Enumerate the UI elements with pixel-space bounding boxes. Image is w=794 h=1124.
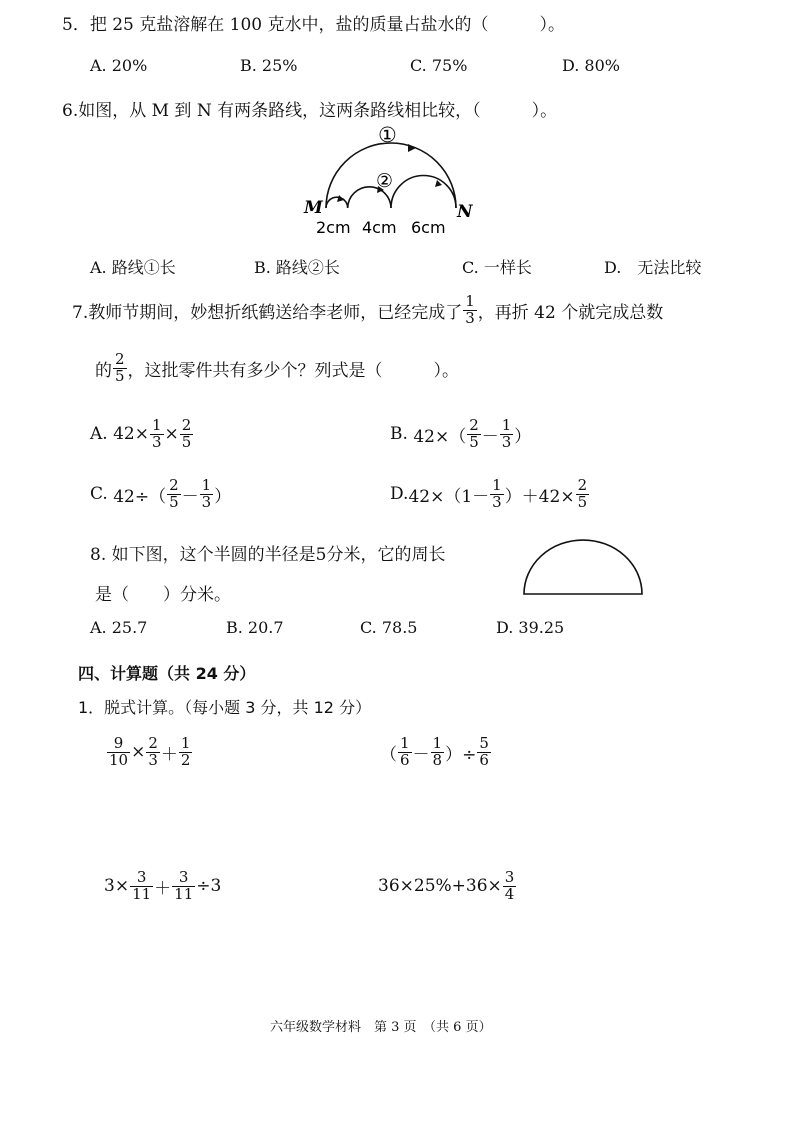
fraction-denominator: 10 bbox=[109, 750, 129, 769]
fraction-denominator: 3 bbox=[201, 492, 212, 511]
operator: － bbox=[412, 744, 430, 765]
q7-stem-text-4: ，这批零件共有多少个？列式是（ ）。 bbox=[127, 360, 460, 381]
fraction-denominator: 3 bbox=[501, 432, 512, 451]
fraction-denominator: 5 bbox=[115, 366, 125, 385]
fraction bbox=[172, 870, 195, 903]
q6-option-c: C. 一样长 bbox=[462, 258, 532, 277]
segment-label-2cm: 2cm bbox=[316, 218, 351, 237]
route-1-label: ① bbox=[378, 123, 397, 147]
fraction-numerator: 3 bbox=[504, 868, 515, 886]
fraction bbox=[130, 870, 153, 903]
option-label: A. bbox=[90, 424, 108, 445]
segment-label-4cm: 4cm bbox=[362, 218, 397, 237]
fraction-numerator: 5 bbox=[479, 734, 489, 752]
calc-expression-3 bbox=[104, 870, 221, 903]
fraction-denominator: 6 bbox=[479, 750, 489, 769]
fraction-numerator: 2 bbox=[169, 476, 179, 494]
fraction-numerator: 3 bbox=[178, 868, 189, 886]
q5-option-d: D. 80% bbox=[562, 56, 620, 75]
fraction-denominator: 11 bbox=[132, 884, 152, 903]
option-text: 42×（1－ bbox=[408, 486, 490, 507]
fraction-denominator: 11 bbox=[174, 884, 194, 903]
q6-option-d: D. 无法比较 bbox=[604, 258, 702, 277]
q8-option-d: D. 39.25 bbox=[496, 618, 565, 637]
fraction-numerator: 1 bbox=[400, 734, 410, 752]
operator: ）÷ bbox=[445, 744, 477, 765]
q6-option-a: A. 路线①长 bbox=[90, 258, 176, 277]
option-text: 42× bbox=[113, 424, 149, 445]
segment-label-6cm: 6cm bbox=[411, 218, 446, 237]
fraction bbox=[500, 418, 514, 451]
route-1-arrow bbox=[408, 144, 416, 152]
fraction-denominator: 5 bbox=[169, 492, 179, 511]
semicircle-shape bbox=[524, 540, 642, 594]
section-4-title: 四、计算题（共 24 分） bbox=[78, 664, 256, 683]
operator: × bbox=[131, 742, 146, 763]
fraction bbox=[463, 294, 477, 327]
q5-stem: 5．把 25 克盐溶解在 100 克水中，盐的质量占盐水的（ ）。 bbox=[62, 15, 566, 35]
option-text: ） bbox=[514, 426, 532, 447]
q5-option-b: B. 25% bbox=[240, 56, 298, 75]
option-text: － bbox=[481, 426, 499, 447]
option-label: D. bbox=[390, 484, 409, 505]
fraction-denominator: 5 bbox=[469, 432, 479, 451]
calc-expression-2 bbox=[380, 736, 492, 769]
route-diagram bbox=[296, 122, 486, 240]
fraction bbox=[113, 352, 127, 385]
fraction-numerator: 1 bbox=[180, 734, 191, 752]
q7-stem-text-2: ，再折 42 个就完成总数 bbox=[477, 302, 664, 323]
fraction-denominator: 4 bbox=[504, 884, 515, 903]
q7-option-d bbox=[390, 478, 590, 511]
fraction-numerator: 2 bbox=[469, 416, 479, 434]
section-4-subtitle: 1．脱式计算。（每小题 3 分，共 12 分） bbox=[78, 698, 372, 717]
fraction bbox=[576, 478, 590, 511]
semicircle-figure bbox=[518, 536, 648, 602]
fraction-numerator: 1 bbox=[501, 416, 512, 434]
option-text: ）＋42× bbox=[504, 486, 575, 507]
q7-stem-line2 bbox=[95, 352, 459, 385]
operator: ＋ bbox=[154, 878, 172, 899]
fraction-denominator: 3 bbox=[148, 750, 158, 769]
q8-option-a: A. 25.7 bbox=[90, 618, 148, 637]
route-2-label: ② bbox=[376, 170, 394, 192]
q5-option-a: A. 20% bbox=[90, 56, 148, 75]
q8-option-c: C. 78.5 bbox=[360, 618, 418, 637]
option-text: × bbox=[164, 424, 179, 445]
fraction-denominator: 3 bbox=[492, 492, 502, 511]
fraction-numerator: 9 bbox=[113, 734, 124, 752]
option-label: B. bbox=[390, 424, 408, 445]
option-text: ） bbox=[214, 486, 232, 507]
fraction-numerator: 1 bbox=[201, 476, 212, 494]
q7-stem-text-3: 的 bbox=[95, 360, 112, 381]
fraction-numerator: 3 bbox=[136, 868, 147, 886]
q6-stem: 6.如图，从 M 到 N 有两条路线，这两条路线相比较，（ ）。 bbox=[62, 101, 558, 121]
q6-option-b: B. 路线②长 bbox=[254, 258, 340, 277]
fraction bbox=[107, 736, 130, 769]
fraction-numerator: 1 bbox=[465, 292, 475, 310]
route-2-arc-large bbox=[391, 176, 456, 209]
fraction-denominator: 5 bbox=[577, 492, 588, 511]
point-m-label: M bbox=[304, 198, 323, 218]
fraction-numerator: 2 bbox=[577, 476, 588, 494]
q7-option-a bbox=[90, 418, 194, 451]
q7-stem-text-1: 7.教师节期间，妙想折纸鹤送给李老师，已经完成了 bbox=[72, 302, 463, 323]
operator: ÷3 bbox=[196, 876, 222, 897]
fraction-denominator: 3 bbox=[465, 308, 475, 327]
fraction-numerator: 1 bbox=[151, 416, 162, 434]
q5-option-c: C. 75% bbox=[410, 56, 468, 75]
operator: 36×25%+36× bbox=[378, 876, 502, 897]
fraction bbox=[490, 478, 504, 511]
fraction bbox=[179, 736, 193, 769]
fraction bbox=[431, 736, 445, 769]
operator: ＋ bbox=[160, 744, 178, 765]
fraction-denominator: 5 bbox=[181, 432, 192, 451]
option-text: － bbox=[181, 486, 199, 507]
fraction bbox=[477, 736, 491, 769]
fraction bbox=[200, 478, 214, 511]
operator: 3× bbox=[104, 876, 130, 897]
fraction-denominator: 6 bbox=[400, 750, 410, 769]
q8-stem-line1: 8. 如下图，这个半圆的半径是5分米，它的周长 bbox=[90, 545, 446, 565]
option-text: 42÷（ bbox=[113, 486, 167, 507]
point-n-label: N bbox=[457, 202, 473, 222]
fraction-numerator: 1 bbox=[432, 734, 443, 752]
q8-option-b: B. 20.7 bbox=[226, 618, 284, 637]
calc-expression-4 bbox=[378, 870, 517, 903]
fraction bbox=[398, 736, 412, 769]
q7-option-c bbox=[90, 478, 231, 511]
route-2-arc-small bbox=[326, 197, 348, 208]
fraction-numerator: 1 bbox=[492, 476, 502, 494]
fraction-denominator: 3 bbox=[151, 432, 162, 451]
q7-stem-line1 bbox=[72, 294, 663, 327]
fraction-numerator: 2 bbox=[148, 734, 158, 752]
fraction bbox=[146, 736, 160, 769]
q7-option-b bbox=[390, 418, 531, 451]
operator: （ bbox=[380, 744, 397, 765]
fraction bbox=[503, 870, 517, 903]
fraction bbox=[467, 418, 481, 451]
q8-stem-line2: 是（ ）分米。 bbox=[95, 585, 231, 605]
calc-expression-1 bbox=[106, 736, 193, 769]
option-text: 42×（ bbox=[413, 426, 467, 447]
fraction bbox=[180, 418, 194, 451]
fraction-denominator: 2 bbox=[180, 750, 191, 769]
fraction bbox=[167, 478, 181, 511]
fraction-numerator: 2 bbox=[181, 416, 192, 434]
fraction bbox=[150, 418, 164, 451]
fraction-numerator: 2 bbox=[115, 350, 125, 368]
option-label: C. bbox=[90, 484, 108, 505]
page-footer: 六年级数学材料 第 3 页 （共 6 页） bbox=[270, 1020, 492, 1035]
fraction-denominator: 8 bbox=[432, 750, 443, 769]
